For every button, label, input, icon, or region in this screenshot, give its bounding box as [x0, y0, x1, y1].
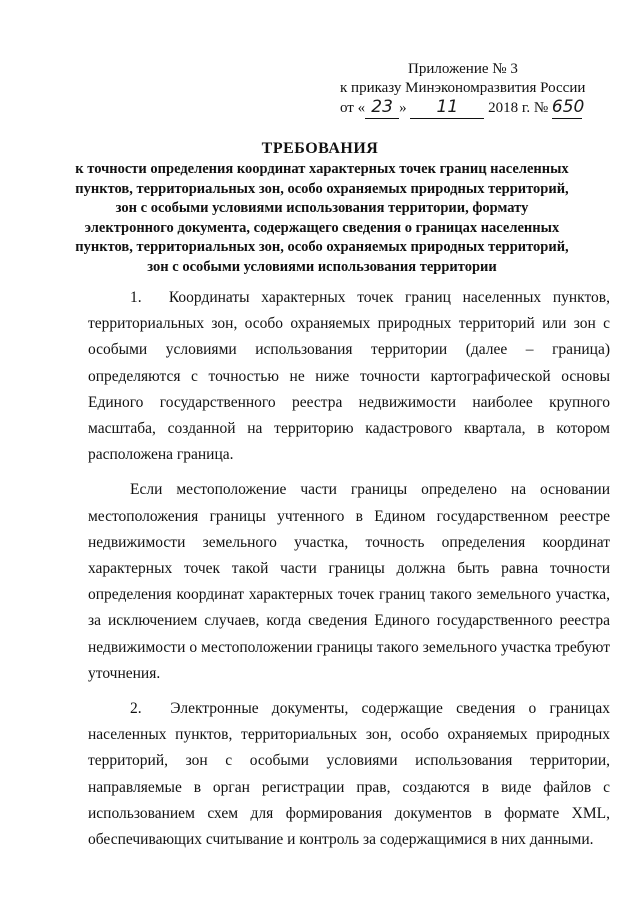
handwritten-day: 23	[371, 97, 393, 117]
paragraph-3: 2. Электронные документы, содержащие сведения о границах населенных пунктов, территориальных зон, особо охраняемых природных территорий, зон с особыми условиями использования территории, направляемые в орган регистрации прав, создаются в виде файлов с использованием схем для формирования документов в формате XML, обеспечивающих считывание и контроль за содержащимися в них данными.	[88, 700, 610, 849]
appendix-header	[340, 60, 600, 117]
paragraph-1: 1. Координаты характерных точек границ населенных пунктов, территориальных зон, особо охраняемых природных территорий или зон с особыми условиями использования территории (далее – граница) определяются с точностью не ниже точности картографической основы Единого государственного реестра недвижимости наиболее крупного масштаба, созданной на территорию кадастрового квартала, в котором расположена граница.	[88, 289, 610, 464]
document-body	[88, 285, 610, 853]
date-year: 2018 г. №	[488, 100, 549, 116]
handwritten-month: 11	[436, 97, 459, 117]
document-title: ТРЕБОВАНИЯ	[261, 140, 379, 157]
handwritten-order-number: 650	[551, 97, 585, 117]
order-reference: к приказу Минэкономразвития России	[340, 80, 586, 96]
appendix-label: Приложение № 3	[408, 61, 518, 77]
date-quote-close: »	[399, 100, 407, 116]
date-prefix: от «	[340, 100, 366, 116]
document-subtitle: к точности определения координат характерных точек границ населенных пунктов, территориальных зон, особо охраняемых природных территорий, зон с особыми условиями использования территории, формату электронного документа, содержащего сведения о границах населенных пунктов, территориальных зон, особо охраняемых природных территорий, зон с особыми условиями использования территории	[75, 161, 569, 275]
paragraph-2: Если местоположение части границы определено на основании местоположения границы учтенного в Едином государственном реестре недвижимости земельного участка, точность определения координат характерных точек такой части границы должна быть равна точности определения координат характерных точек границ такого земельного участка, за исключением случаев, когда сведения Единого государственного реестра недвижимости о местоположении границы такого земельного участка требуют уточнения.	[88, 481, 610, 682]
order-date-line	[340, 98, 600, 117]
